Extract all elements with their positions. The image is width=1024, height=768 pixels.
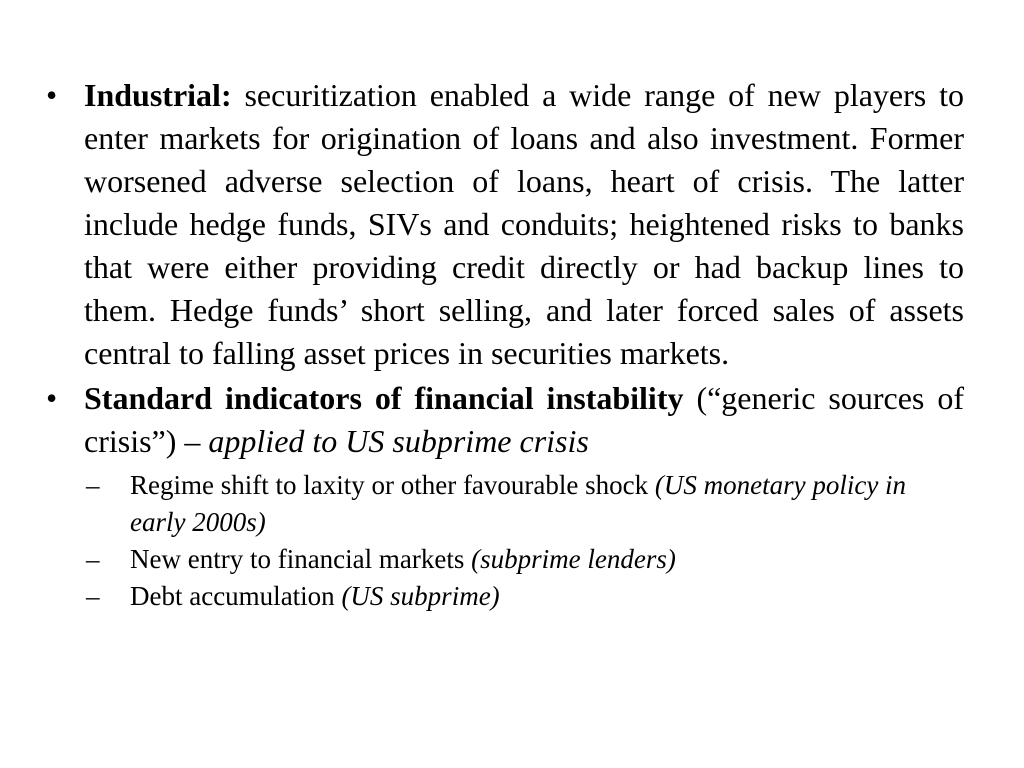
sub-item-note: (US monetary policy in early 2000s) — [130, 470, 907, 537]
bullet-industrial — [44, 74, 964, 375]
bullet-heading: Industrial: — [84, 77, 232, 113]
bullet-body: securitization enabled a wide range of new players to enter markets for origination of loans and also investment. Former worsened adverse selection of loans, heart of crisis. The latter include hedge funds, SIVs and conduits; heightened risks to banks that were either providing credit directly or had backup lines to them. Hedge funds’ short selling, and later forced sales of assets central to falling asset prices in securities markets. — [84, 77, 964, 371]
dash-marker: – — [86, 470, 100, 500]
sub-item-text: Regime shift to laxity or other favourable shock — [130, 470, 655, 500]
bullet-marker: • — [46, 77, 58, 113]
bullet-standard-indicators — [44, 377, 964, 615]
dash-marker: – — [86, 581, 100, 611]
sub-item-new-entry — [84, 541, 964, 578]
dash-marker: – — [86, 544, 100, 574]
bullet-list — [44, 74, 964, 615]
sub-item-regime-shift — [84, 467, 964, 541]
sub-item-text: New entry to financial markets — [130, 544, 472, 574]
bullet-italic-note: applied to US subprime crisis — [208, 423, 589, 459]
sub-item-note: (subprime lenders) — [471, 544, 676, 574]
sub-item-note: (US subprime) — [341, 581, 500, 611]
sub-item-text: Debt accumulation — [130, 581, 342, 611]
sub-bullet-list — [84, 467, 964, 615]
sub-item-debt-accumulation — [84, 578, 964, 615]
bullet-heading: Standard indicators of financial instability — [84, 380, 684, 416]
bullet-marker: • — [46, 380, 58, 416]
bullet-body: (“generic sources of crisis”) – — [84, 380, 965, 459]
